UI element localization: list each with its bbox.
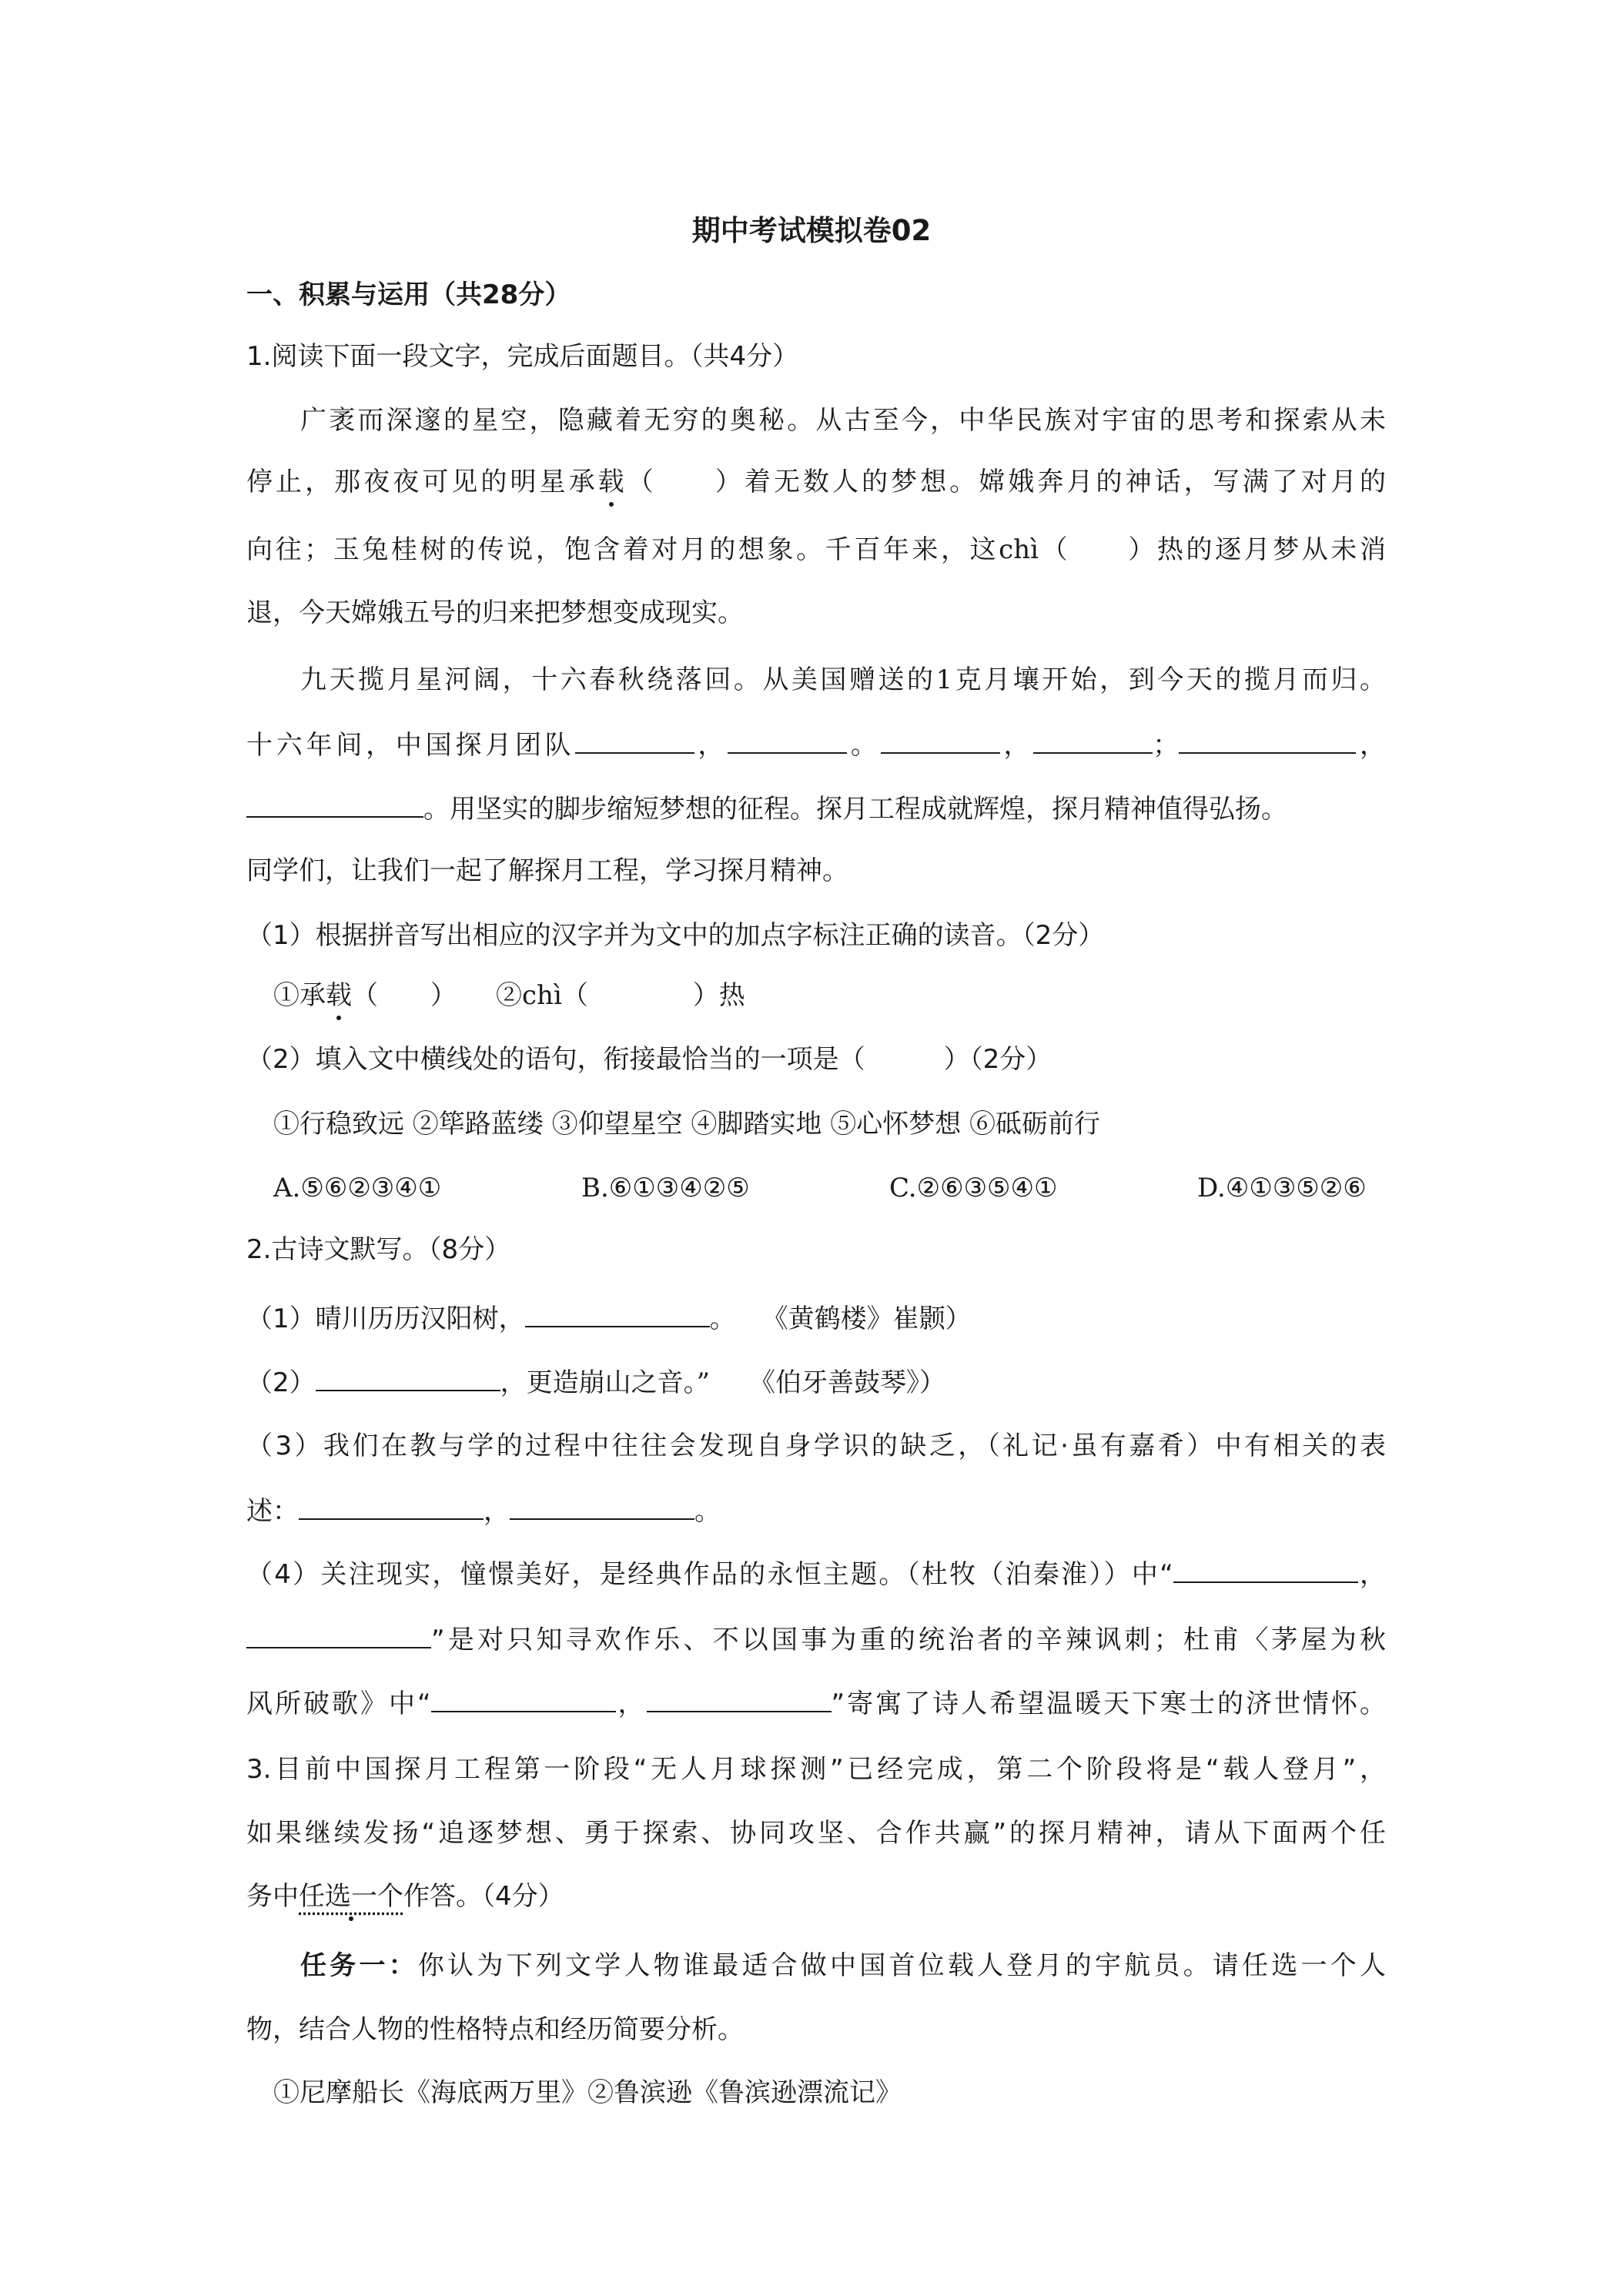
dotted-character: 载	[326, 974, 352, 1017]
answer-blank[interactable]	[575, 726, 694, 754]
recitation-4-line-2: ”是对只知寻欢作乐、不以国事为重的统治者的辛辣讽刺；杜甫〈茅屋为秋	[246, 1618, 1386, 1662]
section-heading: 一、积累与运用（共28分）	[246, 279, 571, 310]
recitation-4-line-1: （4）关注现实，憧憬美好，是经典作品的永恒主题。（杜牧（泊秦淮））中“ ，	[246, 1553, 1386, 1596]
question-3-line-1: 3.目前中国探月工程第一阶段“无人月球探测”已经完成，第二个阶段将是“载人登月”，	[246, 1754, 1386, 1785]
answer-blank[interactable]	[1033, 726, 1153, 754]
answer-blank[interactable]	[246, 790, 423, 818]
answer-blank[interactable]	[647, 1685, 832, 1712]
answer-blank[interactable]	[299, 1492, 484, 1520]
passage-1-line-4: 退，今天嫦娥五号的归来把梦想变成现实。	[246, 597, 744, 628]
answer-blank[interactable]	[1173, 1555, 1358, 1583]
option-a[interactable]: A.⑤⑥②③④①	[273, 1173, 442, 1203]
character-options: ①尼摩船长《海底两万里》②鲁滨逊《鲁滨逊漂流记》	[273, 2077, 902, 2108]
option-b[interactable]: B.⑥①③④②⑤	[581, 1173, 750, 1203]
passage-2-line-2: 十六年间，中国探月团队 ， 。 ， ； ，	[246, 724, 1386, 767]
passage-1-line-2: 停止，那夜夜可见的明星承载（ ）着无数人的梦想。嫦娥奔月的神话，写满了对月的	[246, 460, 1386, 504]
recitation-1: （1）晴川历历汉阳树， 。 《黄鹤楼》崔颢）	[246, 1297, 1386, 1340]
answer-blank[interactable]	[1179, 726, 1356, 754]
task-1-line-1: 任务一：你认为下列文学人物谁最适合做中国首位载人登月的宇航员。请任选一个人	[300, 1950, 1386, 1981]
recitation-3-line-2: 述： ， 。	[246, 1490, 1386, 1533]
question-3-line-3: 务中任选一个作答。（4分）	[246, 1875, 1386, 1918]
answer-options	[273, 1166, 1382, 1210]
task-1-label: 任务一：	[300, 1950, 418, 1981]
question-3-line-2: 如果继续发扬“追逐梦想、勇于探索、协同攻坚、合作共赢”的探月精神，请从下面两个任	[246, 1818, 1386, 1849]
answer-blank[interactable]	[525, 1300, 710, 1327]
passage-2-line-3: 。用坚实的脚步缩短梦想的征程。探月工程成就辉煌，探月精神值得弘扬。	[246, 788, 1386, 831]
answer-blank[interactable]	[881, 726, 1000, 754]
sub-question-1-items: ①承载（ ） ②chì（ ）热	[273, 974, 1382, 1017]
option-d[interactable]: D.④①③⑤②⑥	[1197, 1173, 1367, 1203]
sub-question-2-stem: （2）填入文中横线处的语句，衔接最恰当的一项是（ ）（2分）	[246, 1044, 1052, 1075]
page-title: 期中考试模拟卷02	[691, 214, 932, 247]
emphasis-dots: 任选一个	[299, 1875, 403, 1918]
sub-question-1-stem: （1）根据拼音写出相应的汉字并为文中的加点字标注正确的读音。（2分）	[246, 920, 1105, 951]
recitation-3-line-1: （3）我们在教与学的过程中往往会发现自身学识的缺乏，（礼记·虽有嘉肴）中有相关的表	[246, 1431, 1386, 1461]
passage-2-line-4: 同学们，让我们一起了解探月工程，学习探月精神。	[246, 855, 848, 886]
answer-blank[interactable]	[510, 1492, 694, 1520]
passage-2-line-1: 九天揽月星河阔，十六春秋绕落回。从美国赠送的1克月壤开始，到今天的揽月而归。	[300, 664, 1386, 695]
question-2-stem: 2.古诗文默写。（8分）	[246, 1234, 511, 1265]
recitation-4-line-3: 风所破歌》中“ ， ”寄寓了诗人希望温暖天下寒士的济世情怀。	[246, 1682, 1386, 1725]
dotted-character: 载	[598, 460, 624, 504]
option-c[interactable]: C.②⑥③⑤④①	[889, 1173, 1058, 1203]
passage-1-line-3: 向往；玉兔桂树的传说，饱含着对月的想象。千百年来，这chì（ ）热的逐月梦从未消	[246, 534, 1386, 565]
answer-blank[interactable]	[246, 1621, 431, 1648]
answer-blank[interactable]	[431, 1685, 616, 1712]
phrase-list: ①行稳致远 ②筚路蓝缕 ③仰望星空 ④脚踏实地 ⑤心怀梦想 ⑥砥砺前行	[273, 1109, 1101, 1140]
passage-1-line-1: 广袤而深邃的星空，隐藏着无穷的奥秘。从古至今，中华民族对宇宙的思考和探索从未	[300, 405, 1386, 436]
recitation-2: （2） ，更造崩山之音。” 《伯牙善鼓琴》）	[246, 1361, 1386, 1404]
task-1-line-2: 物，结合人物的性格特点和经历简要分析。	[246, 2014, 744, 2045]
answer-blank[interactable]	[316, 1364, 500, 1391]
question-1-stem: 1.阅读下面一段文字，完成后面题目。（共4分）	[246, 341, 799, 372]
answer-blank[interactable]	[728, 726, 847, 754]
